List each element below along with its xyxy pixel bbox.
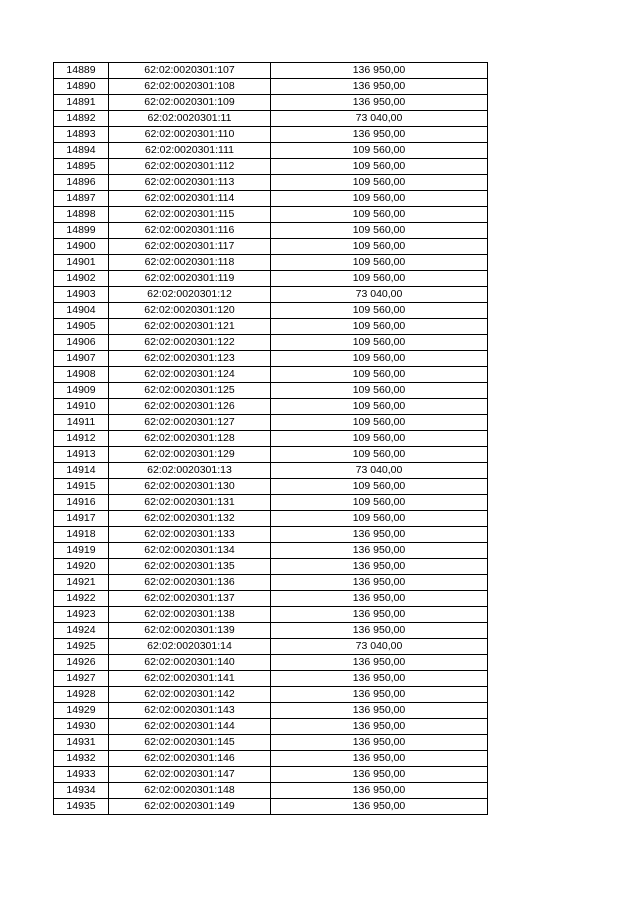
row-number-cell: 14894	[54, 143, 109, 159]
table-row	[54, 367, 488, 383]
table-row	[54, 479, 488, 495]
cadastral-value-cell: 109 560,00	[271, 143, 488, 159]
cadastral-value-cell: 136 950,00	[271, 591, 488, 607]
cadastral-value-cell: 73 040,00	[271, 287, 488, 303]
table-row	[54, 751, 488, 767]
table-row	[54, 591, 488, 607]
cadastral-value-cell: 73 040,00	[271, 463, 488, 479]
table-row	[54, 703, 488, 719]
table-row	[54, 447, 488, 463]
cadastral-value-cell: 136 950,00	[271, 799, 488, 815]
cadastral-value-cell: 136 950,00	[271, 735, 488, 751]
cadastral-number-cell: 62:02:0020301:138	[109, 607, 271, 623]
cadastral-value-cell: 109 560,00	[271, 511, 488, 527]
row-number-cell: 14916	[54, 495, 109, 511]
cadastral-number-cell: 62:02:0020301:148	[109, 783, 271, 799]
table-row	[54, 143, 488, 159]
table-row	[54, 559, 488, 575]
cadastral-number-cell: 62:02:0020301:11	[109, 111, 271, 127]
table-row	[54, 527, 488, 543]
row-number-cell: 14905	[54, 319, 109, 335]
cadastral-value-table	[53, 62, 488, 815]
cadastral-number-cell: 62:02:0020301:147	[109, 767, 271, 783]
cadastral-number-cell: 62:02:0020301:122	[109, 335, 271, 351]
cadastral-value-cell: 136 950,00	[271, 703, 488, 719]
cadastral-number-cell: 62:02:0020301:142	[109, 687, 271, 703]
table-row	[54, 95, 488, 111]
cadastral-number-cell: 62:02:0020301:116	[109, 223, 271, 239]
cadastral-value-cell: 109 560,00	[271, 447, 488, 463]
row-number-cell: 14906	[54, 335, 109, 351]
cadastral-value-cell: 136 950,00	[271, 63, 488, 79]
cadastral-number-cell: 62:02:0020301:125	[109, 383, 271, 399]
cadastral-number-cell: 62:02:0020301:137	[109, 591, 271, 607]
cadastral-value-cell: 136 950,00	[271, 655, 488, 671]
row-number-cell: 14915	[54, 479, 109, 495]
cadastral-value-cell: 136 950,00	[271, 623, 488, 639]
cadastral-number-cell: 62:02:0020301:107	[109, 63, 271, 79]
row-number-cell: 14929	[54, 703, 109, 719]
cadastral-number-cell: 62:02:0020301:109	[109, 95, 271, 111]
cadastral-number-cell: 62:02:0020301:124	[109, 367, 271, 383]
row-number-cell: 14934	[54, 783, 109, 799]
cadastral-value-cell: 136 950,00	[271, 559, 488, 575]
cadastral-value-cell: 109 560,00	[271, 191, 488, 207]
table-row	[54, 543, 488, 559]
cadastral-number-cell: 62:02:0020301:112	[109, 159, 271, 175]
table-row	[54, 175, 488, 191]
row-number-cell: 14902	[54, 271, 109, 287]
cadastral-number-cell: 62:02:0020301:145	[109, 735, 271, 751]
cadastral-number-cell: 62:02:0020301:118	[109, 255, 271, 271]
table-row	[54, 111, 488, 127]
table-row	[54, 511, 488, 527]
row-number-cell: 14922	[54, 591, 109, 607]
cadastral-value-cell: 136 950,00	[271, 127, 488, 143]
cadastral-value-cell: 109 560,00	[271, 303, 488, 319]
cadastral-value-cell: 136 950,00	[271, 767, 488, 783]
cadastral-value-cell: 109 560,00	[271, 319, 488, 335]
cadastral-value-cell: 109 560,00	[271, 367, 488, 383]
row-number-cell: 14930	[54, 719, 109, 735]
row-number-cell: 14933	[54, 767, 109, 783]
table-row	[54, 415, 488, 431]
table-row	[54, 719, 488, 735]
row-number-cell: 14897	[54, 191, 109, 207]
table-row	[54, 319, 488, 335]
cadastral-value-cell: 109 560,00	[271, 383, 488, 399]
cadastral-number-cell: 62:02:0020301:117	[109, 239, 271, 255]
row-number-cell: 14899	[54, 223, 109, 239]
table-row	[54, 399, 488, 415]
table-row	[54, 79, 488, 95]
table-row	[54, 207, 488, 223]
row-number-cell: 14925	[54, 639, 109, 655]
row-number-cell: 14924	[54, 623, 109, 639]
cadastral-value-cell: 136 950,00	[271, 95, 488, 111]
row-number-cell: 14913	[54, 447, 109, 463]
cadastral-number-cell: 62:02:0020301:111	[109, 143, 271, 159]
row-number-cell: 14921	[54, 575, 109, 591]
cadastral-number-cell: 62:02:0020301:120	[109, 303, 271, 319]
cadastral-value-cell: 109 560,00	[271, 495, 488, 511]
row-number-cell: 14898	[54, 207, 109, 223]
table-row	[54, 287, 488, 303]
cadastral-number-cell: 62:02:0020301:139	[109, 623, 271, 639]
row-number-cell: 14931	[54, 735, 109, 751]
cadastral-number-cell: 62:02:0020301:133	[109, 527, 271, 543]
cadastral-value-cell: 136 950,00	[271, 687, 488, 703]
table-row	[54, 383, 488, 399]
cadastral-number-cell: 62:02:0020301:128	[109, 431, 271, 447]
table-row	[54, 783, 488, 799]
row-number-cell: 14927	[54, 671, 109, 687]
row-number-cell: 14907	[54, 351, 109, 367]
cadastral-value-cell: 136 950,00	[271, 751, 488, 767]
table-row	[54, 655, 488, 671]
cadastral-number-cell: 62:02:0020301:127	[109, 415, 271, 431]
cadastral-number-cell: 62:02:0020301:141	[109, 671, 271, 687]
cadastral-number-cell: 62:02:0020301:119	[109, 271, 271, 287]
cadastral-value-cell: 109 560,00	[271, 399, 488, 415]
row-number-cell: 14908	[54, 367, 109, 383]
cadastral-number-cell: 62:02:0020301:134	[109, 543, 271, 559]
cadastral-value-cell: 136 950,00	[271, 575, 488, 591]
row-number-cell: 14895	[54, 159, 109, 175]
row-number-cell: 14917	[54, 511, 109, 527]
cadastral-number-cell: 62:02:0020301:123	[109, 351, 271, 367]
cadastral-value-cell: 109 560,00	[271, 479, 488, 495]
cadastral-number-cell: 62:02:0020301:136	[109, 575, 271, 591]
cadastral-number-cell: 62:02:0020301:113	[109, 175, 271, 191]
cadastral-number-cell: 62:02:0020301:143	[109, 703, 271, 719]
cadastral-number-cell: 62:02:0020301:144	[109, 719, 271, 735]
row-number-cell: 14903	[54, 287, 109, 303]
table-row	[54, 63, 488, 79]
cadastral-number-cell: 62:02:0020301:132	[109, 511, 271, 527]
row-number-cell: 14892	[54, 111, 109, 127]
table-row	[54, 351, 488, 367]
cadastral-number-cell: 62:02:0020301:129	[109, 447, 271, 463]
row-number-cell: 14918	[54, 527, 109, 543]
cadastral-number-cell: 62:02:0020301:14	[109, 639, 271, 655]
cadastral-number-cell: 62:02:0020301:130	[109, 479, 271, 495]
row-number-cell: 14910	[54, 399, 109, 415]
cadastral-value-cell: 136 950,00	[271, 79, 488, 95]
table-row	[54, 159, 488, 175]
row-number-cell: 14914	[54, 463, 109, 479]
table-row	[54, 223, 488, 239]
table-row	[54, 767, 488, 783]
cadastral-number-cell: 62:02:0020301:131	[109, 495, 271, 511]
table-row	[54, 431, 488, 447]
table-row	[54, 191, 488, 207]
cadastral-number-cell: 62:02:0020301:108	[109, 79, 271, 95]
table-row	[54, 735, 488, 751]
cadastral-value-cell: 73 040,00	[271, 111, 488, 127]
table-row	[54, 575, 488, 591]
row-number-cell: 14926	[54, 655, 109, 671]
cadastral-value-cell: 136 950,00	[271, 719, 488, 735]
cadastral-value-cell: 109 560,00	[271, 175, 488, 191]
cadastral-value-cell: 136 950,00	[271, 783, 488, 799]
row-number-cell: 14928	[54, 687, 109, 703]
cadastral-value-cell: 136 950,00	[271, 527, 488, 543]
row-number-cell: 14904	[54, 303, 109, 319]
row-number-cell: 14932	[54, 751, 109, 767]
table-row	[54, 463, 488, 479]
row-number-cell: 14889	[54, 63, 109, 79]
table-row	[54, 239, 488, 255]
cadastral-value-cell: 109 560,00	[271, 255, 488, 271]
table-row	[54, 495, 488, 511]
cadastral-value-cell: 136 950,00	[271, 607, 488, 623]
cadastral-value-cell: 109 560,00	[271, 159, 488, 175]
cadastral-value-cell: 136 950,00	[271, 671, 488, 687]
table-row	[54, 255, 488, 271]
cadastral-number-cell: 62:02:0020301:135	[109, 559, 271, 575]
table-row	[54, 335, 488, 351]
table-row	[54, 623, 488, 639]
row-number-cell: 14890	[54, 79, 109, 95]
table-row	[54, 671, 488, 687]
cadastral-value-cell: 136 950,00	[271, 543, 488, 559]
table-body	[54, 63, 488, 815]
table-row	[54, 607, 488, 623]
cadastral-value-cell: 109 560,00	[271, 431, 488, 447]
cadastral-value-cell: 109 560,00	[271, 415, 488, 431]
table-row	[54, 687, 488, 703]
cadastral-number-cell: 62:02:0020301:146	[109, 751, 271, 767]
table-row	[54, 127, 488, 143]
cadastral-value-cell: 109 560,00	[271, 239, 488, 255]
row-number-cell: 14935	[54, 799, 109, 815]
row-number-cell: 14893	[54, 127, 109, 143]
cadastral-value-cell: 109 560,00	[271, 207, 488, 223]
cadastral-number-cell: 62:02:0020301:149	[109, 799, 271, 815]
cadastral-number-cell: 62:02:0020301:126	[109, 399, 271, 415]
row-number-cell: 14912	[54, 431, 109, 447]
cadastral-value-cell: 109 560,00	[271, 271, 488, 287]
cadastral-number-cell: 62:02:0020301:110	[109, 127, 271, 143]
row-number-cell: 14901	[54, 255, 109, 271]
row-number-cell: 14896	[54, 175, 109, 191]
table-row	[54, 303, 488, 319]
table-row	[54, 639, 488, 655]
cadastral-number-cell: 62:02:0020301:121	[109, 319, 271, 335]
cadastral-number-cell: 62:02:0020301:12	[109, 287, 271, 303]
cadastral-number-cell: 62:02:0020301:115	[109, 207, 271, 223]
row-number-cell: 14920	[54, 559, 109, 575]
row-number-cell: 14900	[54, 239, 109, 255]
cadastral-number-cell: 62:02:0020301:13	[109, 463, 271, 479]
cadastral-value-cell: 109 560,00	[271, 335, 488, 351]
row-number-cell: 14923	[54, 607, 109, 623]
cadastral-number-cell: 62:02:0020301:114	[109, 191, 271, 207]
row-number-cell: 14891	[54, 95, 109, 111]
cadastral-value-cell: 109 560,00	[271, 223, 488, 239]
row-number-cell: 14911	[54, 415, 109, 431]
cadastral-value-cell: 109 560,00	[271, 351, 488, 367]
table-row	[54, 799, 488, 815]
cadastral-number-cell: 62:02:0020301:140	[109, 655, 271, 671]
row-number-cell: 14909	[54, 383, 109, 399]
row-number-cell: 14919	[54, 543, 109, 559]
table-row	[54, 271, 488, 287]
cadastral-value-cell: 73 040,00	[271, 639, 488, 655]
